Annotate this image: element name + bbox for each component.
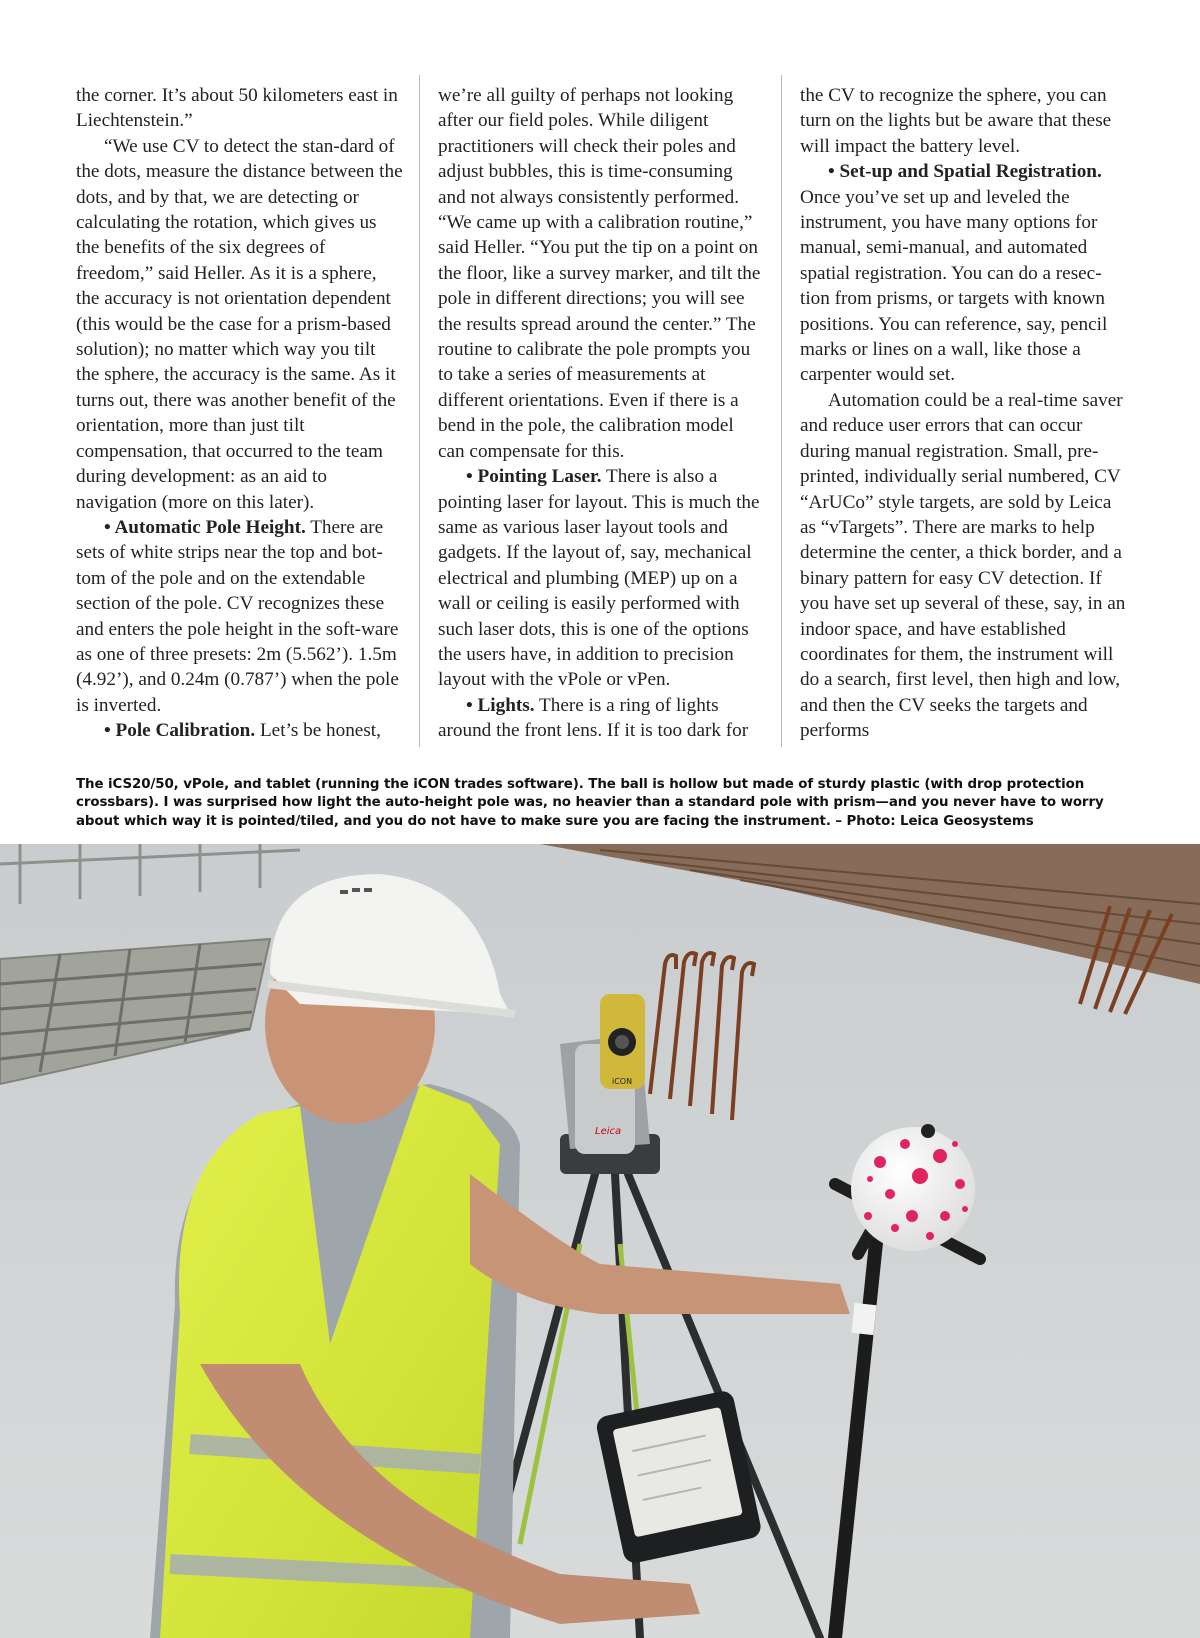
bullet-paragraph — [76, 515, 403, 718]
article-columns — [76, 83, 1124, 751]
column-divider — [419, 75, 420, 747]
bullet-paragraph — [76, 718, 403, 743]
paragraph: Automation could be a real-time saver and reduce user errors that can occur during manual registration. Small, pre-printed, individually serial numbered, CV “ArUCo” style targets, are sold by Leica as “vTargets”. There are marks to help determine the center, a thick border, and a binary pattern for easy CV detection. If you have set up several of these, say, in an indoor space, and have established coordinates for them, the instrument will do a search, first level, then high and low, and then the CV seeks the targets and performs — [800, 389, 1126, 742]
bullet-paragraph — [438, 464, 765, 693]
construction-site-photo — [0, 844, 1200, 1638]
bullet-text: There is also a pointing laser for layout. This is much the same as various laser layout tools and gadgets. If the layout of, say, mechanical electrical and plumbing (MEP) up on a wall or ceiling is easily performed with such laser dots, this is one of the options the users have, in addition to precision layout with the vPole or vPen. — [438, 466, 760, 691]
article-column-1 — [76, 83, 403, 751]
bullet-heading: • Lights. — [466, 694, 535, 716]
brand-mark: Leica — [595, 1126, 622, 1137]
instrument-badge: iCON — [612, 1077, 633, 1086]
paragraph: “We use CV to detect the stan-dard of the dots, measure the distance between the dots, and by that, we are detecting or calculating the rotation, which gives us the benefits of the six degrees of freedom,” said Heller. As it is a sphere, the accuracy is not orientation dependent (this would be the case for a prism-based solution); no matter which way you tilt the sphere, the accuracy is the same. As it turns out, there was another benefit of the orientation, more than just tilt compensation, that occurred to the team during development: as an aid to navigation (more on this later). — [76, 135, 403, 513]
paragraph: we’re all guilty of perhaps not looking after our field poles. While diligent practitioners will check their poles and adjust bubbles, this is time-consuming and not always consistently performed. “We came up with a calibration routine,” said Heller. “You put the tip on a point on the floor, like a survey marker, and tilt the pole in different directions; you will see the results spread around the center.” The routine to calibrate the pole prompts you to take a series of measurements at different orientations. Even if there is a bend in the pole, the calibration model can compensate for this. — [438, 85, 761, 462]
bullet-text: There is a ring of lights around the front lens. If it is too dark for — [438, 694, 749, 742]
bullet-text: Once you’ve set up and leveled the instrument, you have many options for manual, semi-manual, and automated spatial registration. You can do a resec-tion from prisms, or targets with known positions. You can reference, say, pencil marks or lines on a wall, like those a carpenter would set. — [800, 186, 1108, 386]
paragraph: the corner. It’s about 50 kilometers east in Liechtenstein.” — [76, 85, 398, 132]
bullet-heading: • Automatic Pole Height. — [104, 516, 306, 538]
bullet-text: There are sets of white strips near the top and bot-tom of the pole and on the extendable section of the pole. CV recognizes these and enters the pole height in the soft-ware as one of three presets: 2m (5.562’). 1.5m (4.92’), and 0.24m (0.787’) when the pole is inverted. — [76, 516, 399, 716]
bullet-text: Let’s be honest, — [255, 720, 381, 742]
bullet-heading: • Pointing Laser. — [466, 466, 602, 488]
bullet-heading: • Pole Calibration. — [104, 720, 256, 742]
bullet-paragraph — [800, 159, 1127, 388]
article-column-3 — [800, 83, 1127, 751]
photo-caption: The iCS20/50, vPole, and tablet (running the iCON trades software). The ball is hollow but made of sturdy plastic (with drop protection crossbars). I was surprised how light the auto-height pole was, no heavier than a standard pole with prism—and you never have to worry about which way it is pointed/tiled, and you do not have to make sure you are facing the instrument. – Photo: Leica Geosystems — [76, 777, 1104, 829]
bullet-heading: • Set-up and Spatial Registration. — [828, 161, 1102, 183]
column-divider — [781, 75, 782, 747]
bullet-paragraph — [438, 693, 765, 744]
photo-illustration — [0, 844, 1200, 1638]
paragraph: the CV to recognize the sphere, you can turn on the lights but be aware that these will impact the battery level. — [800, 85, 1112, 157]
article-column-2 — [438, 83, 765, 751]
